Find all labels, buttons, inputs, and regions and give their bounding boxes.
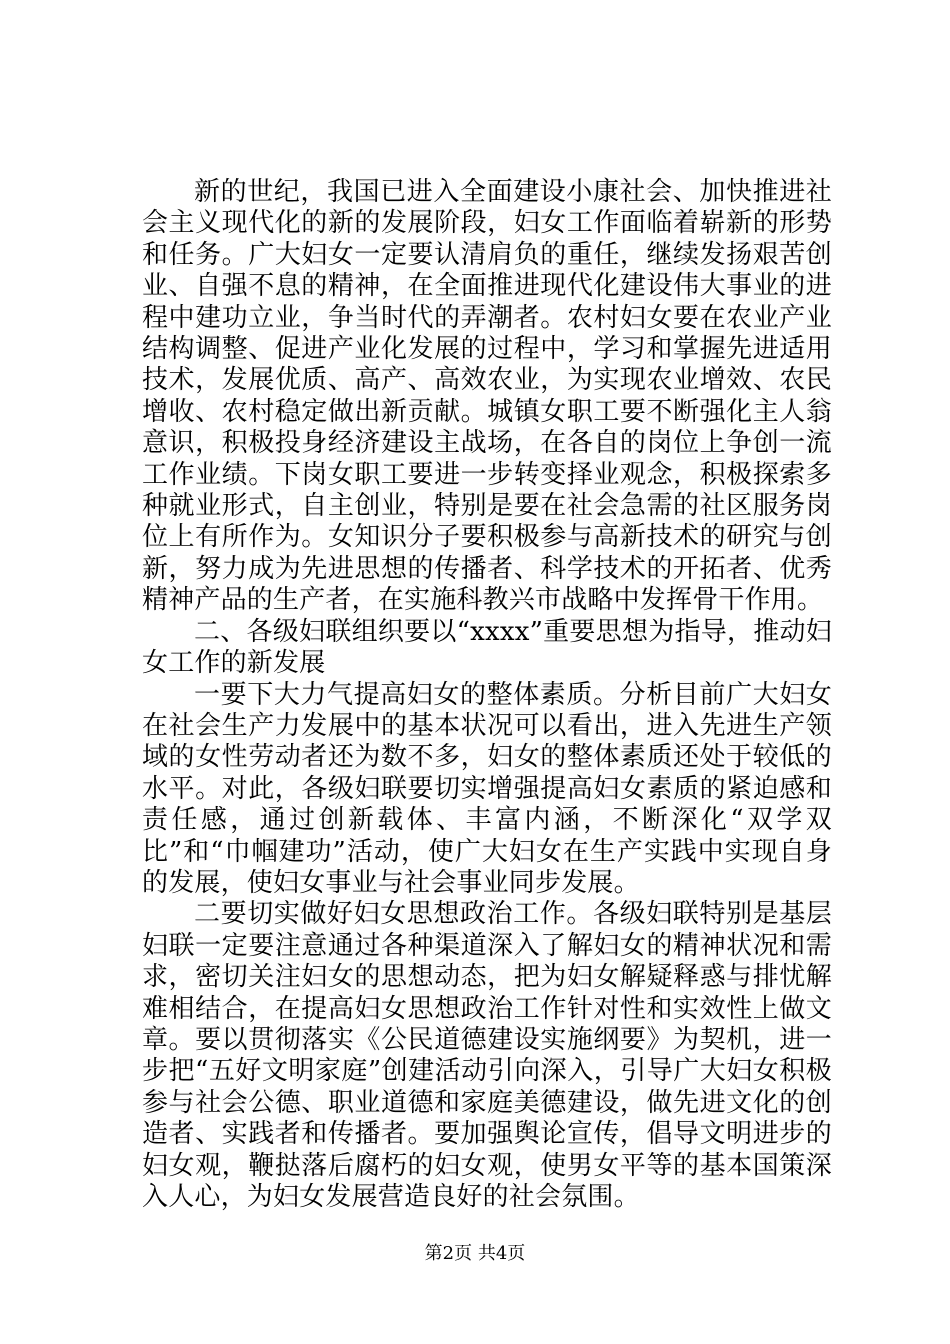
document-body	[142, 177, 832, 1213]
paragraph-intro: 新的世纪，我国已进入全面建设小康社会、加快推进社会主义现代化的新的发展阶段，妇女工作面临着崭新的形势和任务。广大妇女一定要认清肩负的重任，继续发扬艰苦创业、自强不息的精神，在全面推进现代化建设伟大事业的进程中建功立业，争当时代的弄潮者。农村妇女要在农业产业结构调整、促进产业化发展的过程中，学习和掌握先进适用技术，发展优质、高产、高效农业，为实现农业增效、农民增收、农村稳定做出新贡献。城镇女职工要不断强化主人翁意识，积极投身经济建设主战场，在各自的岗位上争创一流工作业绩。下岗女职工要进一步转变择业观念，积极探索多种就业形式，自主创业，特别是要在社会急需的社区服务岗位上有所作为。女知识分子要积极参与高新技术的研究与创新，努力成为先进思想的传播者、科学技术的开拓者、优秀精神产品的生产者，在实施科教兴市战略中发挥骨干作用。	[142, 177, 832, 616]
paragraph-point-two: 二要切实做好妇女思想政治工作。各级妇联特别是基层妇联一定要注意通过各种渠道深入了解妇女的精神状况和需求，密切关注妇女的思想动态，把为妇女解疑释惑与排忧解难相结合，在提高妇女思想政治工作针对性和实效性上做文章。要以贯彻落实《公民道德建设实施纲要》为契机，进一步把“五好文明家庭”创建活动引向深入，引导广大妇女积极参与社会公德、职业道德和家庭美德建设，做先进文化的创造者、实践者和传播者。要加强舆论宣传，倡导文明进步的妇女观，鞭挞落后腐朽的妇女观，使男女平等的基本国策深入人心，为妇女发展营造良好的社会氛围。	[142, 899, 832, 1212]
paragraph-point-one: 一要下大力气提高妇女的整体素质。分析目前广大妇女在社会生产力发展中的基本状况可以看出，进入先进生产领域的女性劳动者还为数不多，妇女的整体素质还处于较低的水平。对此，各级妇联要切实增强提高妇女素质的紧迫感和责任感，通过创新载体、丰富内涵，不断深化“双学双比”和“巾帼建功”活动，使广大妇女在生产实践中实现自身的发展，使妇女事业与社会事业同步发展。	[142, 679, 832, 898]
page-number-footer: 第2页 共4页	[424, 1243, 526, 1264]
section-heading: 二、各级妇联组织要以“xxxx”重要思想为指导，推动妇女工作的新发展	[142, 616, 832, 679]
